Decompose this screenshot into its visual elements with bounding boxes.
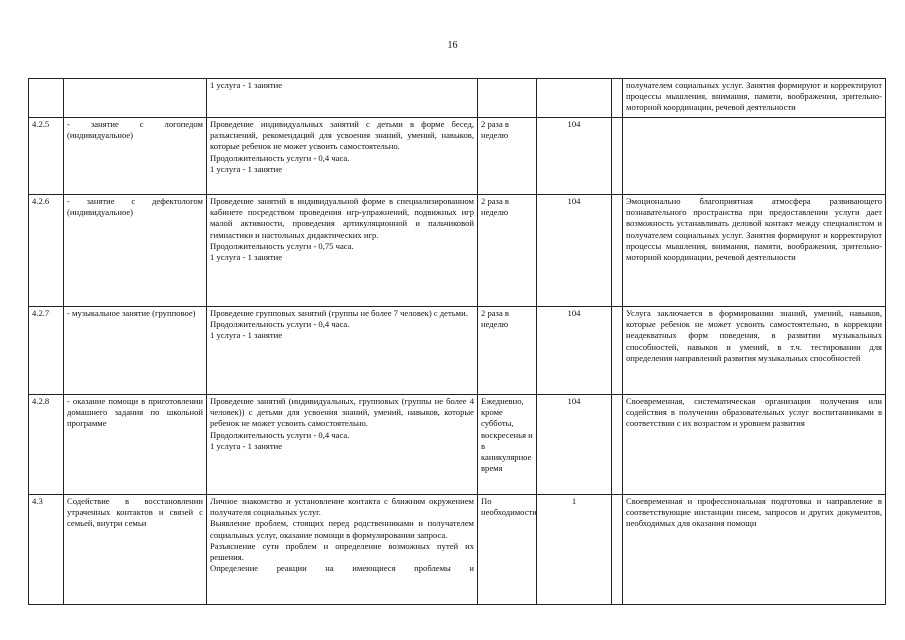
row-number [29, 79, 64, 118]
table-row [29, 195, 886, 307]
service-name: - занятие с логопедом (индивидуальное) [64, 118, 207, 195]
service-result: Услуга заключается в формировании знаний, умений, навыков, которые ребенок не может усвоить самостоятельно, в коррекции неадекватных форм поведения, в развитии музыкальных способностей, навыков и умений, в т.ч. тестировании для определения направлений развития музыкальных способностей [623, 307, 886, 395]
service-volume [537, 79, 612, 118]
description-line: Проведение занятий (индивидуальных, групповых (группы не более 4 человек)) с детьми для усвоения знаний, умений, навыков, которые ребенок не может усвоить самостоятельно. [210, 396, 474, 429]
service-description [207, 118, 478, 195]
row-number: 4.2.5 [29, 118, 64, 195]
table-row [29, 495, 886, 605]
row-number: 4.2.8 [29, 395, 64, 495]
service-description [207, 495, 478, 605]
service-result: получателем социальных услуг. Занятия формируют и корректируют процессы мышления, внимания, памяти, воображения, зрительно-моторной координации, речевой деятельности [623, 79, 886, 118]
service-frequency: 2 раза в неделю [478, 118, 537, 195]
service-volume: 1 [537, 495, 612, 605]
description-line: Проведение индивидуальных занятий с детьми в форме бесед, разъяснений, рекомендаций для усвоения знаний, умений, навыков, которые ребенок не может усвоить самостоятельно. [210, 119, 474, 152]
service-name: - музыкальное занятие (групповое) [64, 307, 207, 395]
service-volume: 104 [537, 195, 612, 307]
spacer-cell [612, 118, 623, 195]
service-frequency: Ежедневно, кроме субботы, воскресенья и в каникулярное время [478, 395, 537, 495]
description-line: Продолжительность услуги - 0,4 часа. [210, 429, 350, 440]
description-line: 1 услуга - 1 занятие [210, 251, 283, 262]
spacer-cell [612, 495, 623, 605]
service-result [623, 118, 886, 195]
row-number: 4.2.6 [29, 195, 64, 307]
service-description [207, 195, 478, 307]
description-line: Проведение занятий в индивидуальной форме в специализированном кабинете посредством проведения игр-упражнений, подвижных игр малой активности, проведения артикуляционной и пальчиковой гимнастики и настольных дидактических игр. [210, 196, 474, 240]
row-number: 4.3 [29, 495, 64, 605]
table-row [29, 79, 886, 118]
description-line: 1 услуга - 1 занятие [210, 440, 283, 451]
service-name: - занятие с дефектологом (индивидуальное) [64, 195, 207, 307]
description-line: Продолжительность услуги - 0,75 часа. [210, 240, 354, 251]
description-line: Разъяснение сути проблем и определение возможных путей их решения. [210, 540, 474, 562]
service-description [207, 395, 478, 495]
description-line: Продолжительность услуги - 0,4 часа. [210, 152, 350, 163]
service-name: Содействие в восстановлении утраченных контактов и связей с семьей, внутри семьи [64, 495, 207, 605]
service-description [207, 79, 478, 118]
service-volume: 104 [537, 395, 612, 495]
description-line: 1 услуга - 1 занятие [210, 163, 283, 174]
page-number: 16 [447, 40, 458, 51]
description-line: Определение реакции на имеющиеся проблемы и [210, 562, 474, 573]
spacer-cell [612, 195, 623, 307]
service-result: Своевременная и профессиональная подготовка и направление в соответствующие инстанции писем, запросов и других документов, необходимых для оказания помощи [623, 495, 886, 605]
description-line: 1 услуга - 1 занятие [210, 330, 283, 341]
description-line: Продолжительность услуги - 0,4 часа. [210, 319, 350, 330]
service-frequency: 2 раза в неделю [478, 195, 537, 307]
description-line: Проведение групповых занятий (группы не более 7 человек) с детьми. [210, 308, 468, 319]
services-table [28, 78, 886, 605]
table-row [29, 118, 886, 195]
table-row [29, 395, 886, 495]
service-volume: 104 [537, 118, 612, 195]
description-line: Выявление проблем, стоящих перед родственниками и получателем социальных услуг, оказание помощи в формулировании запроса. [210, 518, 474, 540]
spacer-cell [612, 307, 623, 395]
service-description [207, 307, 478, 395]
description-line: 1 услуга - 1 занятие [210, 80, 283, 90]
service-result: Своевременная, систематическая организация получения или содействия в получении образовательных услуг воспитанниками в соответствии с их возрастом и уровнем развития [623, 395, 886, 495]
service-name [64, 79, 207, 118]
row-number: 4.2.7 [29, 307, 64, 395]
service-frequency: 2 раза в неделю [478, 307, 537, 395]
service-name: - оказание помощи в приготовлении домашнего задания по школьной программе [64, 395, 207, 495]
service-frequency: По необходимости [478, 495, 537, 605]
table-row [29, 307, 886, 395]
spacer-cell [612, 395, 623, 495]
description-line: Личное знакомство и установление контакта с ближним окружением получателя социальных услуг. [210, 496, 474, 518]
spacer-cell [612, 79, 623, 118]
service-volume: 104 [537, 307, 612, 395]
service-frequency [478, 79, 537, 118]
service-result: Эмоционально благоприятная атмосфера развивающего познавательного пространства при предоставлении услуги дает возможность устанавливать деловой контакт между специалистом и получателем социальных услуг. Занятия формируют и корректируют процессы мышления, внимания, памяти, воображения, зрительно-моторной координации, речевой деятельности [623, 195, 886, 307]
